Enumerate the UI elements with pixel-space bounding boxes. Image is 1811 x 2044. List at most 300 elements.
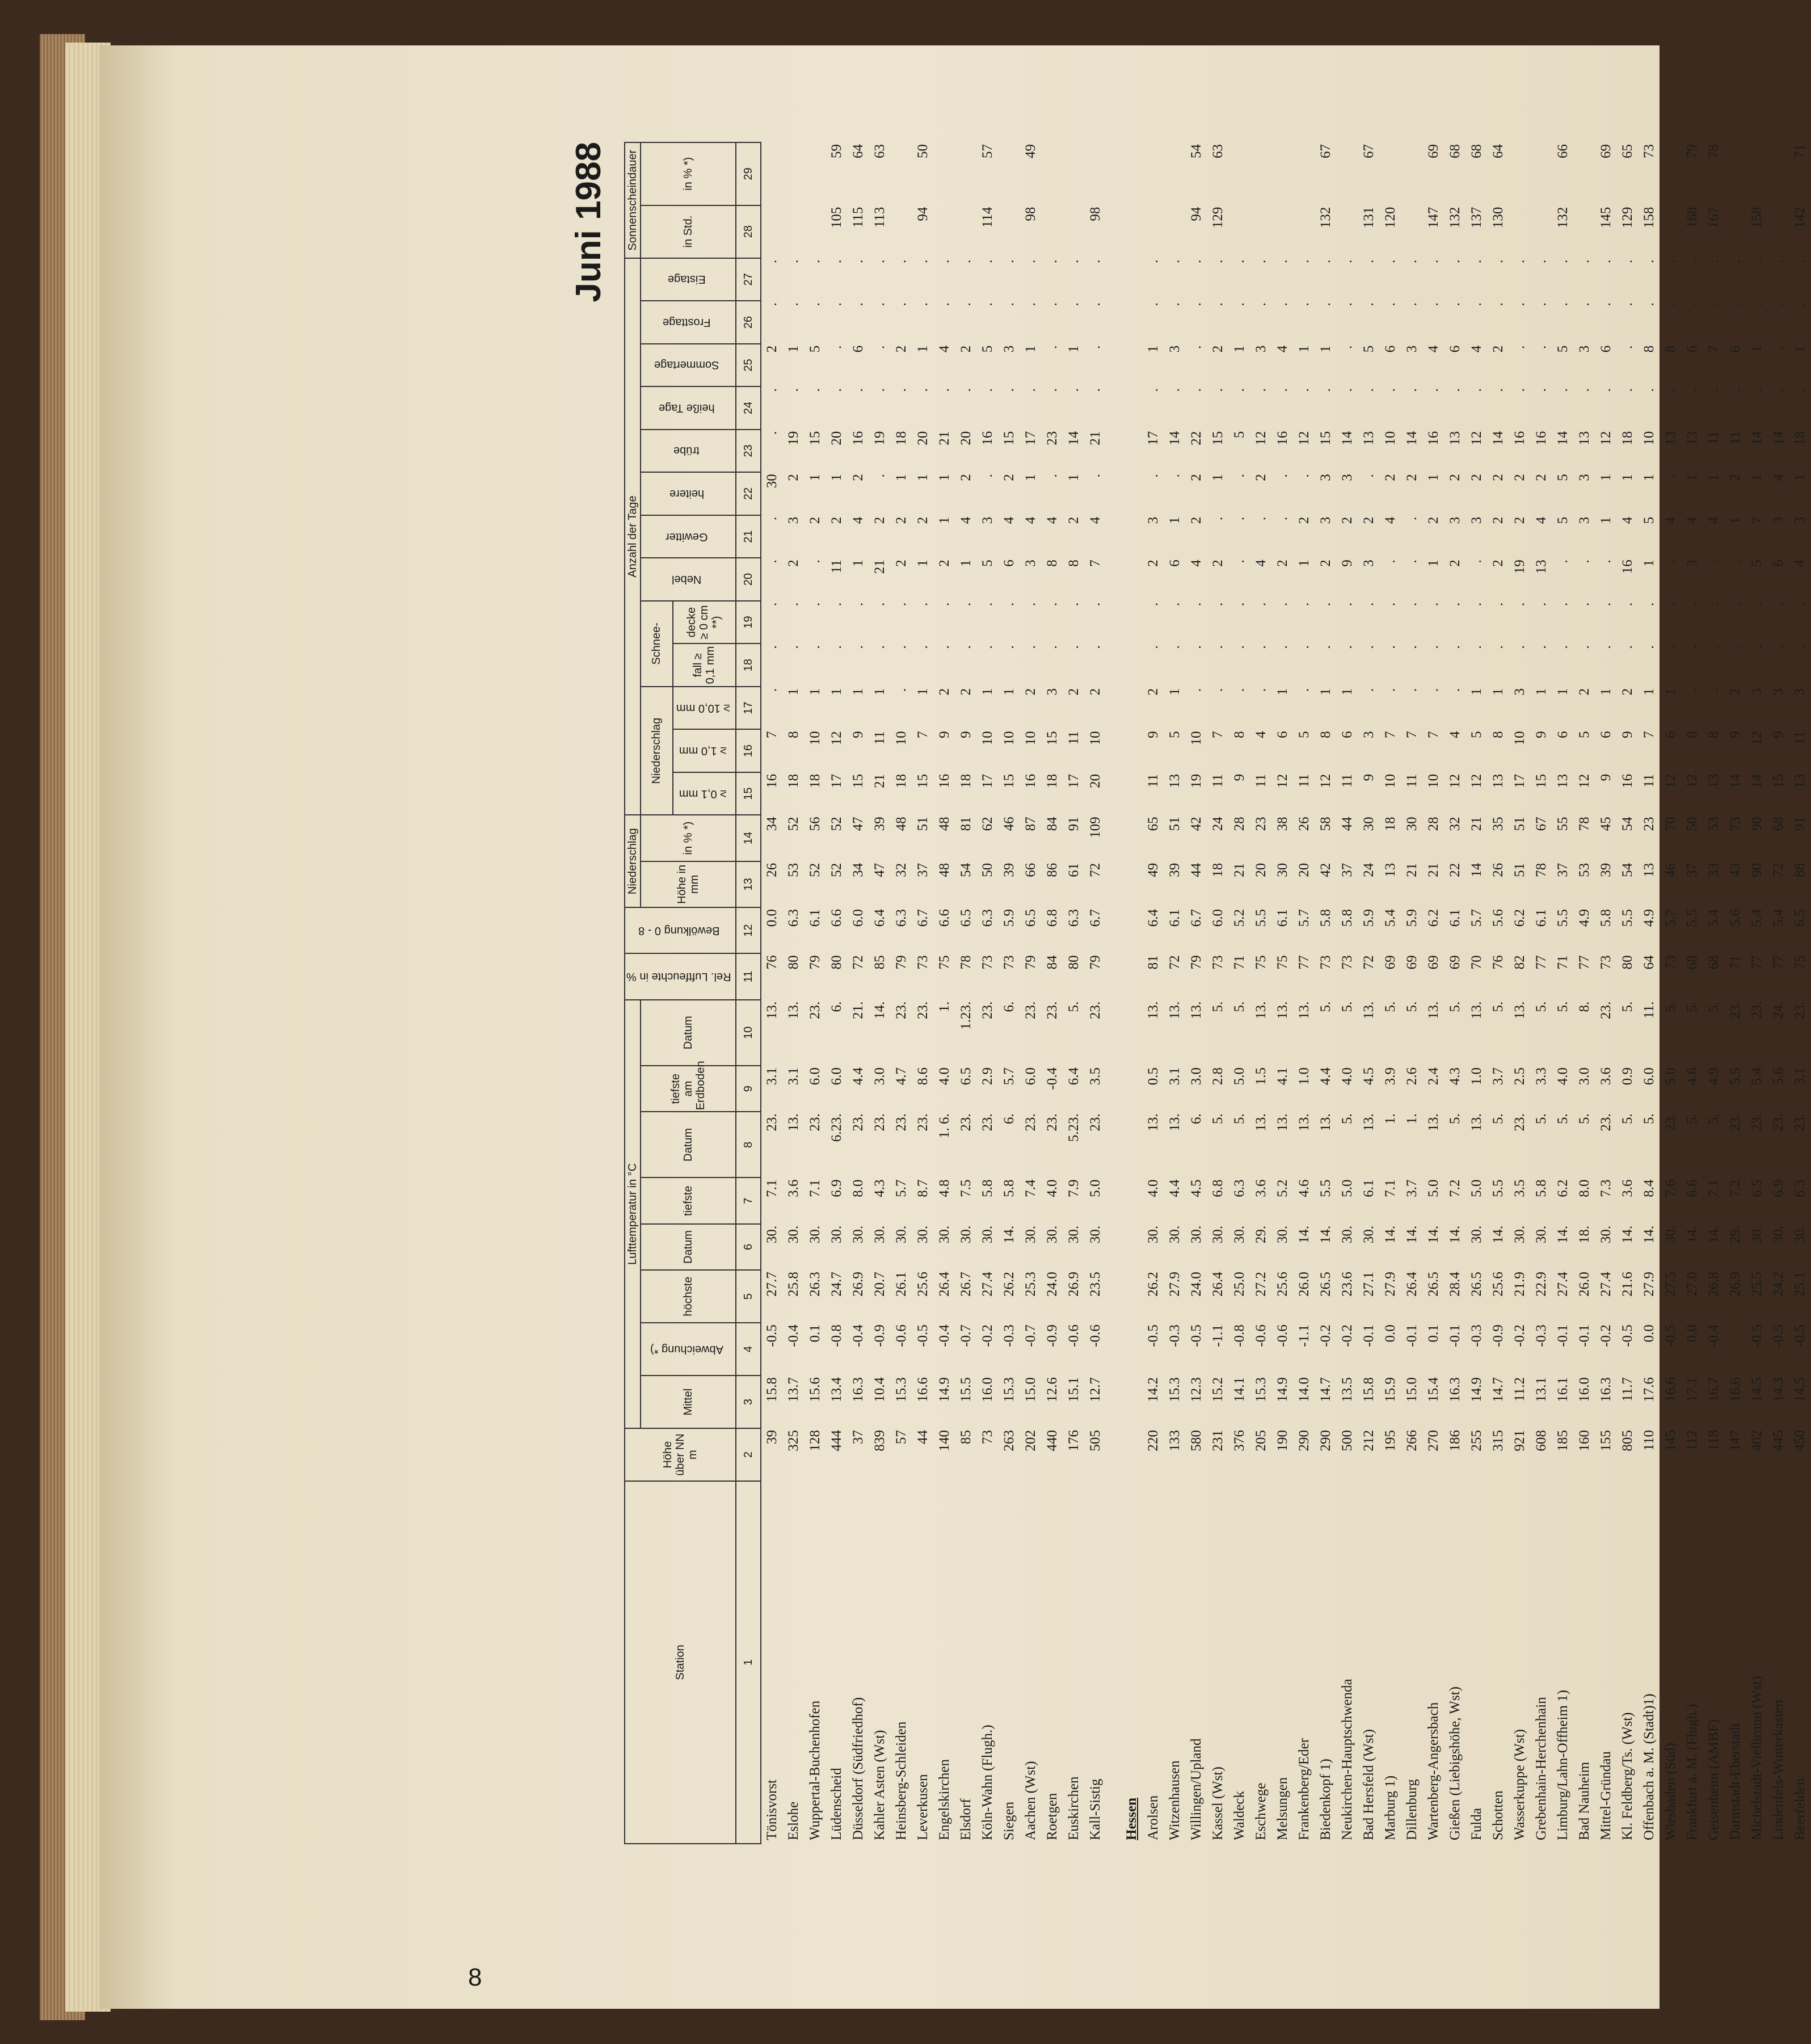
table-cell: 48	[936, 817, 952, 831]
table-cell: 12	[1447, 773, 1463, 788]
table-cell: .	[1468, 388, 1484, 392]
table-cell: 13.	[1511, 1001, 1527, 1019]
table-cell: 23.	[1598, 1001, 1614, 1019]
station-name: Wiesbaden (Süd)	[1662, 1743, 1678, 1840]
table-cell: 7	[1641, 731, 1657, 738]
table-cell: 6.5	[958, 1067, 974, 1086]
table-cell: 69	[1425, 144, 1441, 158]
table-cell: 23	[1253, 817, 1269, 831]
table-cell: .	[1641, 259, 1657, 263]
table-cell: 12	[1598, 431, 1614, 445]
table-cell: 6.3	[979, 909, 995, 927]
table-cell	[891, 142, 912, 205]
table-cell: 15.2	[1210, 1377, 1225, 1402]
table-cell: 30.	[1188, 1225, 1204, 1244]
station-name: Bad Hersfeld (Wst)	[1361, 1729, 1376, 1840]
table-cell: .	[1253, 688, 1269, 692]
table-cell: 4	[1022, 516, 1038, 524]
table-cell: 16	[1619, 773, 1635, 788]
table-cell: 5	[1361, 345, 1376, 353]
table-cell: .	[1231, 474, 1247, 478]
table-cell: .	[828, 645, 844, 649]
table-cell: -0.3	[1166, 1324, 1182, 1347]
table-cell: -0.6	[1274, 1324, 1290, 1347]
table-cell: 77	[1576, 955, 1592, 970]
table-cell: 5.	[1490, 1001, 1506, 1012]
table-cell: 4.9	[1641, 909, 1657, 927]
table-cell: 15.1	[1065, 1377, 1081, 1402]
table-cell: 12	[1253, 431, 1269, 445]
table-cell	[1531, 142, 1552, 205]
table-cell: 195	[1382, 1430, 1398, 1452]
table-cell: 6.0	[828, 1067, 844, 1086]
table-cell: 14.5	[1792, 1377, 1808, 1402]
table-cell: 3.6	[1598, 1067, 1614, 1086]
table-cell: 15	[850, 773, 866, 788]
table-cell: 15	[1317, 431, 1333, 445]
table-cell: 6.6	[828, 909, 844, 927]
table-cell: .	[1382, 560, 1398, 563]
table-cell: 21	[1404, 863, 1420, 877]
table-cell: 4	[1001, 516, 1017, 524]
table-cell: -0.5	[1188, 1324, 1204, 1347]
table-cell: 77	[1770, 955, 1786, 970]
table-row	[1509, 142, 1531, 1844]
table-cell: .	[1533, 259, 1549, 263]
table-cell: 10	[807, 731, 823, 746]
table-cell: .	[807, 560, 823, 563]
table-cell: 17	[1022, 431, 1038, 445]
column-number-row	[736, 142, 761, 1844]
station-name: Aachen (Wst)	[1022, 1761, 1038, 1840]
table-cell: 2	[1210, 345, 1225, 353]
column-number: 16	[736, 729, 761, 772]
table-cell: -0.5	[764, 1324, 780, 1347]
table-cell: 1	[1425, 560, 1441, 567]
table-cell: .	[807, 302, 823, 306]
table-cell	[1380, 142, 1401, 205]
table-cell: 54	[1619, 817, 1635, 831]
table-cell: 53	[785, 863, 801, 877]
table-cell: 1	[979, 688, 995, 696]
table-cell: 27.9	[1641, 1272, 1657, 1297]
table-cell: 27.9	[1166, 1272, 1182, 1297]
table-cell: 5.	[1705, 1001, 1721, 1012]
table-cell: .	[1641, 602, 1657, 607]
table-cell: .	[1619, 645, 1635, 649]
table-cell: 5.5	[1490, 1179, 1506, 1197]
header-datum-erdboden: Datum	[641, 1000, 736, 1066]
table-cell: 30.	[1468, 1225, 1484, 1244]
table-cell: -0.6	[1087, 1324, 1103, 1347]
station-name: Düsseldorf (Südfriedhof)	[850, 1697, 866, 1840]
table-cell: 5.0	[1231, 1067, 1247, 1086]
table-cell: 65	[1619, 144, 1635, 158]
table-cell: 6.	[1001, 1001, 1017, 1012]
table-cell: .	[1044, 645, 1060, 649]
table-cell: 1	[1641, 688, 1657, 696]
table-cell: .	[1749, 302, 1764, 306]
table-cell: 4.8	[936, 1179, 952, 1197]
table-cell: 21.	[850, 1001, 866, 1019]
table-cell: 3.0	[871, 1067, 887, 1086]
table-cell: 5.2	[1231, 909, 1247, 927]
table-cell: 0.1	[807, 1324, 823, 1343]
table-cell: 15	[1044, 731, 1060, 746]
table-cell: 1	[1145, 345, 1161, 353]
table-cell: 7.4	[1022, 1179, 1038, 1197]
table-cell: 2	[893, 345, 909, 353]
table-cell: 2	[1145, 688, 1161, 696]
group-header-row	[1106, 142, 1143, 1844]
page-number: 8	[468, 1963, 482, 1991]
table-cell: .	[1296, 259, 1312, 263]
table-cell: .	[1001, 602, 1017, 607]
table-cell: 18	[785, 773, 801, 788]
table-cell: 10	[1382, 431, 1398, 445]
table-cell: 5.	[1576, 1113, 1592, 1125]
table-cell: .	[936, 602, 952, 607]
column-number: 29	[736, 142, 761, 205]
table-cell: 73	[1001, 955, 1017, 970]
station-name: Wuppertal-Buchenhofen	[807, 1700, 823, 1840]
table-cell: 5	[1231, 431, 1247, 439]
table-cell: 4.0	[1145, 1179, 1161, 1197]
table-cell: 13.	[1317, 1113, 1333, 1132]
table-cell: 6.7	[1087, 909, 1103, 927]
table-cell: .	[1533, 645, 1549, 649]
table-cell: 2	[1274, 560, 1290, 567]
table-cell: .	[1231, 388, 1247, 392]
table-cell: 12	[1468, 773, 1484, 788]
table-cell: .	[807, 602, 823, 607]
table-cell: .	[1087, 345, 1103, 349]
table-cell: .	[1210, 259, 1225, 263]
table-cell: 64	[1641, 955, 1657, 970]
table-cell: .	[1166, 259, 1182, 263]
table-cell: 5	[1468, 731, 1484, 738]
table-cell: .	[1598, 602, 1614, 607]
table-cell: 15	[1770, 773, 1786, 788]
table-cell: 90	[1749, 817, 1764, 831]
table-cell: 6	[1382, 345, 1398, 353]
table-cell: 75	[1253, 955, 1269, 970]
table-cell: 255	[1468, 1430, 1484, 1452]
table-cell: .	[1662, 645, 1678, 649]
table-cell: 16	[1022, 773, 1038, 788]
table-cell: .	[1598, 645, 1614, 649]
table-cell: 30.	[1598, 1225, 1614, 1244]
table-cell: 3	[1576, 345, 1592, 353]
table-cell: 14	[1404, 431, 1420, 445]
table-cell: .	[1555, 560, 1570, 563]
table-cell: .	[1274, 474, 1290, 478]
table-cell: 12	[828, 731, 844, 746]
table-cell: 25.8	[785, 1272, 801, 1297]
table-cell: 5	[1555, 474, 1570, 481]
table-cell: .	[1447, 302, 1463, 306]
table-cell: 5.7	[893, 1179, 909, 1197]
table-cell: -0.3	[1468, 1324, 1484, 1347]
table-cell: .	[764, 516, 780, 520]
table-cell: 15.4	[1425, 1377, 1441, 1402]
table-cell: 79	[1022, 955, 1038, 970]
table-cell: .	[1511, 602, 1527, 607]
table-cell: .	[1662, 602, 1678, 607]
header-ns-1: ≥ 1,0 mm	[673, 729, 736, 772]
table-cell: 5.	[1705, 1113, 1721, 1125]
table-cell: -0.3	[1001, 1324, 1017, 1347]
table-row	[1466, 142, 1488, 1844]
table-cell: 3	[1770, 516, 1786, 524]
table-cell: 2	[1468, 474, 1484, 481]
table-cell: .	[1770, 259, 1786, 263]
station-name: Beerfelden	[1792, 1778, 1808, 1840]
table-cell: .	[1145, 645, 1161, 649]
table-cell	[1660, 142, 1682, 205]
table-cell: .	[1490, 602, 1506, 607]
table-cell: 14.	[1619, 1225, 1635, 1244]
table-cell: 30.	[1231, 1225, 1247, 1244]
table-cell: .	[1253, 388, 1269, 392]
table-cell: 26.2	[1001, 1272, 1017, 1297]
table-cell: 15.3	[1166, 1377, 1182, 1402]
table-cell: 54	[958, 863, 974, 877]
table-cell: 1	[1296, 560, 1312, 567]
table-cell: 0.0	[1641, 1324, 1657, 1343]
table-cell: 2	[1188, 516, 1204, 524]
table-cell: 3	[1404, 345, 1420, 353]
table-cell: 6.5	[958, 909, 974, 927]
table-cell: 3	[1317, 474, 1333, 481]
table-cell: 3	[1576, 474, 1592, 481]
table-cell: 14.	[1425, 1225, 1441, 1244]
table-cell: .	[893, 645, 909, 649]
table-cell: .	[1044, 388, 1060, 392]
table-cell: 25.0	[1231, 1272, 1247, 1297]
table-cell: .	[828, 259, 844, 263]
table-cell: 14.	[1705, 1225, 1721, 1244]
table-cell: 5.23.	[1065, 1113, 1081, 1142]
table-cell: 4	[1533, 516, 1549, 524]
table-cell: .	[1447, 259, 1463, 263]
table-cell: 1	[1065, 474, 1081, 481]
station-name: Kassel (Wst)	[1210, 1767, 1225, 1840]
table-cell: .	[1361, 302, 1376, 306]
table-cell: .	[1404, 602, 1420, 607]
table-cell: 14.	[1317, 1225, 1333, 1244]
table-cell: 10	[1425, 773, 1441, 788]
table-cell: 3	[1253, 345, 1269, 353]
table-cell: 4	[1770, 474, 1786, 481]
table-cell: 4.5	[1188, 1179, 1204, 1197]
table-cell: 7	[915, 731, 930, 738]
table-cell: 3	[1792, 688, 1808, 696]
header-bewoelkung: Bewölkung 0 - 8	[625, 907, 736, 953]
column-number: 2	[736, 1428, 761, 1481]
table-cell: 5.5	[1317, 1179, 1333, 1197]
table-cell: 30.	[1361, 1225, 1376, 1244]
table-cell: 5.5	[1684, 909, 1700, 927]
table-cell: .	[764, 302, 780, 306]
table-cell: .	[1210, 602, 1225, 607]
table-cell	[1401, 205, 1423, 258]
table-cell: 17	[1511, 773, 1527, 788]
table-row	[1207, 142, 1229, 1844]
table-cell: .	[1555, 602, 1570, 607]
table-cell: .	[1231, 688, 1247, 692]
table-cell: 5.	[1065, 1001, 1081, 1012]
table-cell: 30.	[1274, 1225, 1290, 1244]
table-cell: 13	[1641, 863, 1657, 877]
table-cell: 1.0	[1296, 1067, 1312, 1086]
table-cell: 13.4	[828, 1377, 844, 1402]
header-schnee: Schnee-	[641, 601, 673, 687]
header-hoehe: Höhe über NN m	[625, 1428, 736, 1481]
table-cell: 13	[1684, 431, 1700, 445]
table-cell	[1164, 205, 1186, 258]
table-cell: 1	[1705, 474, 1721, 481]
table-cell: 30.	[1770, 1225, 1786, 1244]
table-cell: .	[1382, 688, 1398, 692]
table-cell: 10	[1087, 731, 1103, 746]
header-schneefall: fall ≥ 0,1 mm	[673, 644, 736, 687]
table-cell: .	[1382, 302, 1398, 306]
table-cell	[1509, 142, 1531, 205]
table-cell: 3	[1770, 688, 1786, 696]
table-cell: 4.3	[871, 1179, 887, 1197]
table-cell: .	[1231, 516, 1247, 520]
table-cell: 53	[1576, 863, 1592, 877]
table-cell: -0.4	[785, 1324, 801, 1347]
table-cell: 21	[1231, 863, 1247, 877]
table-cell: 21.6	[1619, 1272, 1635, 1297]
table-cell: 6.5	[1792, 909, 1808, 927]
column-number: 10	[736, 1000, 761, 1066]
table-cell: 325	[785, 1430, 801, 1452]
table-cell: .	[1404, 516, 1420, 520]
table-cell: .	[828, 388, 844, 392]
table-cell: .	[1188, 602, 1204, 607]
table-cell: .	[1555, 259, 1570, 263]
table-cell: .	[1770, 645, 1786, 649]
table-row	[1380, 142, 1401, 1844]
table-cell: .	[958, 602, 974, 607]
table-cell: .	[1022, 602, 1038, 607]
table-cell: 30.	[807, 1225, 823, 1244]
table-cell: 25.6	[1490, 1272, 1506, 1297]
header-schneedecke: decke ≥ 0 cm **)	[673, 601, 736, 644]
table-cell: .	[1619, 345, 1635, 349]
table-cell: 3.6	[1619, 1179, 1635, 1197]
table-cell: 13	[1576, 431, 1592, 445]
header-eistage: Eistage	[641, 258, 736, 301]
table-cell: 6.9	[828, 1179, 844, 1197]
table-cell: 1.	[1382, 1113, 1398, 1125]
table-cell: 5.7	[1662, 909, 1678, 927]
table-cell: 16.0	[979, 1377, 995, 1402]
table-cell: .	[1087, 259, 1103, 263]
table-cell: .	[1188, 688, 1204, 692]
table-cell: 444	[828, 1430, 844, 1452]
header-datum-tiefste: Datum	[641, 1112, 736, 1177]
header-heitere: heitere	[641, 472, 736, 515]
station-name: Euskirchen	[1065, 1776, 1081, 1840]
table-cell: 18	[893, 773, 909, 788]
table-cell: 6	[1662, 731, 1678, 738]
table-cell: 39	[1001, 863, 1017, 877]
table-cell: 4.4	[1317, 1067, 1333, 1086]
table-cell: 4.4	[850, 1067, 866, 1086]
table-cell	[1337, 142, 1358, 205]
table-cell: .	[1382, 259, 1398, 263]
table-cell: .	[1792, 388, 1808, 392]
table-cell: 90	[1749, 863, 1764, 877]
table-cell: -0.6	[1253, 1324, 1269, 1347]
table-cell: 23	[1044, 431, 1060, 445]
header-abweichung: Abweichung *)	[641, 1323, 736, 1376]
table-cell: .	[1317, 602, 1333, 607]
table-cell: 3	[1339, 474, 1355, 481]
table-cell: 3.0	[1188, 1067, 1204, 1086]
table-cell: -0.3	[1533, 1324, 1549, 1347]
table-cell: 42	[1188, 817, 1204, 831]
table-cell: 2	[1253, 474, 1269, 481]
column-number: 13	[736, 861, 761, 907]
table-cell	[955, 205, 977, 258]
table-cell: .	[1166, 474, 1182, 478]
column-number: 7	[736, 1177, 761, 1223]
table-cell: .	[979, 645, 995, 649]
table-cell: 2.8	[1210, 1067, 1225, 1086]
table-cell: .	[785, 645, 801, 649]
table-cell: 28	[1425, 817, 1441, 831]
table-cell: 1	[1490, 688, 1506, 696]
table-cell: 0.0	[1382, 1324, 1398, 1343]
table-cell: 44	[1339, 817, 1355, 831]
table-cell: .	[1022, 645, 1038, 649]
table-row	[1063, 142, 1085, 1844]
table-cell: 19	[1511, 560, 1527, 574]
table-cell: 23.	[958, 1113, 974, 1132]
table-cell: 26	[1296, 817, 1312, 831]
table-cell: 8	[1231, 731, 1247, 738]
table-cell: 30.	[785, 1225, 801, 1244]
table-cell	[1063, 142, 1085, 205]
table-cell: 20	[1087, 773, 1103, 788]
table-cell: 13	[1555, 773, 1570, 788]
table-cell: -0.5	[1619, 1324, 1635, 1347]
table-cell: 8.4	[1641, 1179, 1657, 1197]
header-datum-hoechste: Datum	[641, 1224, 736, 1270]
table-cell: .	[1145, 474, 1161, 478]
table-cell: 68	[1468, 144, 1484, 158]
table-cell: 1.	[1404, 1113, 1420, 1125]
table-cell: .	[1662, 388, 1678, 392]
table-cell: 1. 6.	[936, 1113, 952, 1139]
table-cell: 12	[1296, 431, 1312, 445]
header-tiefste: tiefste	[641, 1177, 736, 1223]
table-cell: 147	[1425, 207, 1441, 229]
table-cell: 26.4	[1210, 1272, 1225, 1297]
table-cell: 11	[1705, 431, 1721, 445]
header-sonnenscheindauer: Sonnenscheindauer	[625, 142, 641, 258]
table-cell: 5.9	[1404, 909, 1420, 927]
table-cell: 73	[1727, 817, 1743, 831]
table-cell: 27.2	[1253, 1272, 1269, 1297]
table-cell: 5.	[1404, 1001, 1420, 1012]
table-cell: 266	[1404, 1430, 1420, 1452]
